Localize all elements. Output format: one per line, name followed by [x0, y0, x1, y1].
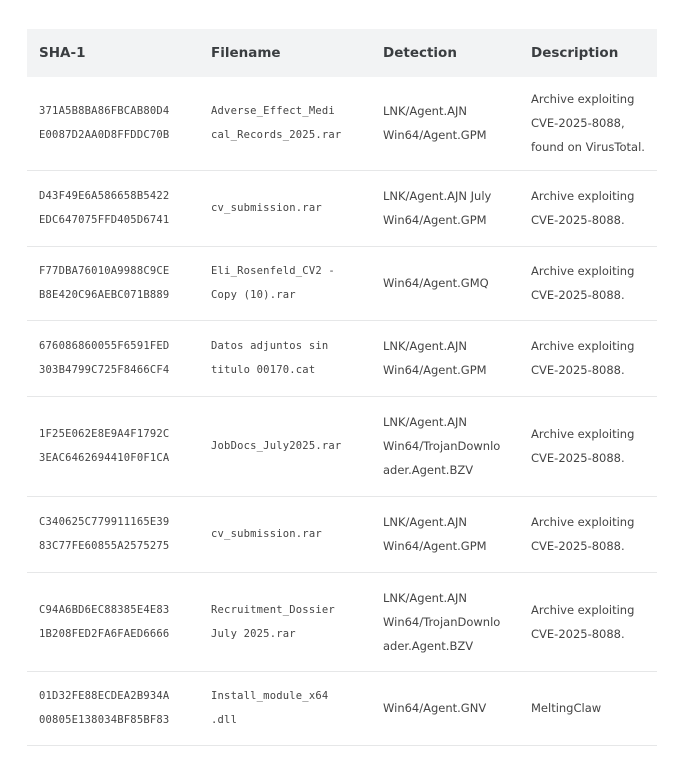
description-line: Archive exploiting — [531, 515, 635, 529]
detection-line: Win64/TrojanDownlo — [383, 614, 501, 629]
detection-line: Win64/Agent.GMQ — [383, 276, 489, 290]
detection-cell — [371, 671, 519, 745]
table-row — [27, 572, 657, 671]
detection-cell — [371, 77, 519, 170]
description-line: MeltingClaw — [531, 701, 602, 715]
sha1-line: C340625C779911165E39 — [39, 516, 170, 528]
description-line: CVE-2025-8088. — [531, 451, 625, 465]
filename-line: .dll — [211, 714, 238, 726]
filename-cell — [199, 77, 371, 170]
sha1-cell — [27, 572, 199, 671]
filename-line: cal_Records_2025.rar — [211, 129, 342, 142]
table-row — [27, 246, 657, 320]
sha1-line: 3EAC6462694410F0F1CA — [39, 452, 170, 464]
filename-cell — [199, 572, 371, 671]
description-cell — [519, 396, 657, 496]
table-row — [27, 396, 657, 496]
header-sha1: SHA-1 — [39, 45, 86, 61]
detection-line: LNK/Agent.AJN July — [383, 189, 492, 203]
description-line: Archive exploiting — [531, 427, 635, 441]
detection-line: Win64/Agent.GPM — [383, 213, 487, 227]
filename-cell — [199, 320, 371, 396]
table-row — [27, 496, 657, 572]
filename-line: Eli_Rosenfeld_CV2 - — [211, 265, 335, 277]
detection-line: LNK/Agent.AJN — [383, 590, 467, 605]
table-row — [27, 671, 657, 745]
filename-line: Datos adjuntos sin — [211, 340, 329, 352]
description-cell — [519, 572, 657, 671]
description-line: Archive exploiting — [531, 602, 635, 617]
detection-cell — [371, 246, 519, 320]
sha1-line: 676086860055F6591FED — [39, 340, 170, 352]
sha1-cell — [27, 77, 199, 170]
detection-line: LNK/Agent.AJN — [383, 415, 467, 429]
sha1-line: D43F49E6A586658B5422 — [39, 190, 170, 202]
ioc-table — [27, 29, 657, 746]
sha1-line: B8E420C96AEBC071B889 — [39, 289, 170, 301]
detection-line: Win64/Agent.GPM — [383, 128, 487, 143]
table-body — [27, 77, 657, 745]
ioc-table-container — [27, 29, 657, 746]
table-row — [27, 320, 657, 396]
detection-cell — [371, 496, 519, 572]
description-line: found on VirusTotal. — [531, 140, 645, 155]
sha1-cell — [27, 671, 199, 745]
description-cell — [519, 77, 657, 170]
detection-line: Win64/TrojanDownlo — [383, 439, 501, 453]
sha1-line: 1B208FED2FA6FAED6666 — [39, 627, 170, 640]
filename-cell — [199, 170, 371, 246]
table-row — [27, 170, 657, 246]
detection-line: LNK/Agent.AJN — [383, 515, 467, 529]
detection-line: ader.Agent.BZV — [383, 638, 474, 653]
detection-cell — [371, 572, 519, 671]
description-cell — [519, 246, 657, 320]
header-description: Description — [531, 45, 619, 61]
detection-line: Win64/Agent.GPM — [383, 539, 487, 553]
description-line: Archive exploiting — [531, 189, 635, 203]
table-header-row — [27, 29, 657, 77]
detection-line: LNK/Agent.AJN — [383, 339, 467, 353]
description-line: Archive exploiting — [531, 339, 635, 353]
description-cell — [519, 671, 657, 745]
header-filename: Filename — [211, 45, 281, 61]
description-line: CVE-2025-8088. — [531, 626, 625, 641]
filename-line: Recruitment_Dossier — [211, 603, 335, 616]
description-cell — [519, 320, 657, 396]
filename-line: Install_module_x64 — [211, 690, 329, 702]
description-cell — [519, 496, 657, 572]
sha1-line: 303B4799C725F8466CF4 — [39, 364, 170, 376]
description-line: CVE-2025-8088. — [531, 539, 625, 553]
description-line: Archive exploiting — [531, 92, 635, 107]
sha1-line: F77DBA76010A9988C9CE — [39, 265, 170, 277]
sha1-cell — [27, 396, 199, 496]
description-line: CVE-2025-8088, — [531, 116, 625, 131]
filename-line: Copy (10).rar — [211, 289, 296, 301]
filename-cell — [199, 671, 371, 745]
header-detection: Detection — [383, 45, 457, 61]
description-line: CVE-2025-8088. — [531, 363, 625, 377]
sha1-line: EDC647075FFD405D6741 — [39, 214, 170, 226]
detection-cell — [371, 320, 519, 396]
filename-line: July 2025.rar — [211, 627, 296, 640]
sha1-cell — [27, 170, 199, 246]
table-row — [27, 77, 657, 170]
sha1-cell — [27, 246, 199, 320]
filename-line: cv_submission.rar — [211, 202, 322, 214]
sha1-cell — [27, 320, 199, 396]
filename-line: JobDocs_July2025.rar — [211, 440, 342, 452]
sha1-line: E0087D2AA0D8FFDDC70B — [39, 129, 170, 142]
filename-cell — [199, 496, 371, 572]
description-line: CVE-2025-8088. — [531, 213, 625, 227]
filename-line: Adverse_Effect_Medi — [211, 105, 335, 118]
sha1-line: 1F25E062E8E9A4F1792C — [39, 428, 170, 440]
sha1-line: 00805E138034BF85BF83 — [39, 714, 170, 726]
sha1-line: C94A6BD6EC88385E4E83 — [39, 603, 170, 616]
description-cell — [519, 170, 657, 246]
filename-cell — [199, 246, 371, 320]
detection-cell — [371, 170, 519, 246]
detection-cell — [371, 396, 519, 496]
filename-cell — [199, 396, 371, 496]
detection-line: Win64/Agent.GPM — [383, 363, 487, 377]
detection-line: LNK/Agent.AJN — [383, 104, 467, 119]
detection-line: Win64/Agent.GNV — [383, 701, 487, 715]
sha1-line: 371A5B8BA86FBCAB80D4 — [39, 105, 170, 118]
description-line: Archive exploiting — [531, 264, 635, 278]
sha1-line: 01D32FE88ECDEA2B934A — [39, 690, 170, 702]
sha1-cell — [27, 496, 199, 572]
filename-line: titulo 00170.cat — [211, 364, 316, 376]
sha1-line: 83C77FE60855A2575275 — [39, 540, 170, 552]
filename-line: cv_submission.rar — [211, 528, 322, 540]
description-line: CVE-2025-8088. — [531, 288, 625, 302]
detection-line: ader.Agent.BZV — [383, 463, 474, 477]
